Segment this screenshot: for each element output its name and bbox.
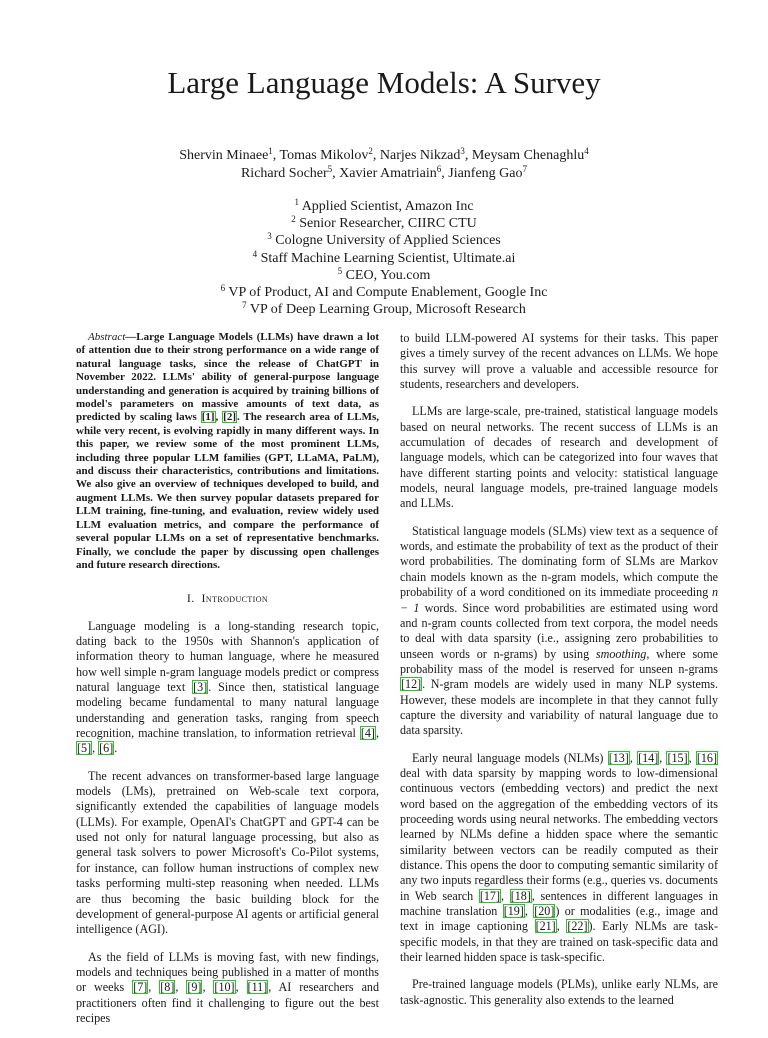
- paragraph: [400, 751, 718, 966]
- paragraph: [76, 950, 379, 1027]
- author-list: [0, 147, 768, 183]
- citation-link[interactable]: [21]: [535, 919, 556, 934]
- paragraph: [400, 524, 718, 739]
- left-column: [76, 331, 379, 1038]
- citation-link[interactable]: [18]: [510, 888, 531, 903]
- paragraph: Pre-trained language models (PLMs), unlike early NLMs, are task-agnostic. This generality also extends to the learned: [400, 977, 718, 1007]
- citation-link[interactable]: [4]: [360, 726, 375, 741]
- affil-marker: 3: [267, 231, 272, 242]
- author-affil-marker: 7: [522, 164, 528, 174]
- math-expression: n − 1: [400, 585, 718, 615]
- paragraph: The recent advances on transformer-based large language models (LMs), pretrained on Web-scale text corpora, significantly extended the capabilities of language models (LLMs). For example, OpenAI's ChatGPT and GPT-4 can be used not only for natural language processing, but also as general task solvers to power Microsoft's Co-Pilot systems, for instance, can follow human instructions of complex new tasks performing multi-step reasoning when needed. LLMs are thus becoming the basic building block for the development of general-purpose AI agents or artificial general intelligence (AGI).: [76, 768, 379, 937]
- paragraph-text: , sentences in different languages in machine translation: [400, 888, 718, 919]
- paragraph-text: ). Early NLMs are task-specific models, in that they are trained on task-specific data and their learned hidden space is task-specific.: [400, 919, 718, 965]
- author-affil-marker: 2: [368, 146, 373, 156]
- author-name: Richard Socher: [240, 166, 328, 181]
- abstract: [76, 331, 379, 572]
- author-line-2: [0, 165, 768, 183]
- affil-marker: 6: [220, 283, 226, 294]
- paragraph-text: . N-gram models are widely used in many NLP systems. However, these models are incomplete in that they cannot fully capture the diversity and variability of natural language due to data sparsity.: [400, 677, 718, 738]
- author-line-1: [0, 147, 768, 165]
- affil-marker: 7: [242, 300, 247, 311]
- separator: ,: [148, 980, 160, 995]
- author-name: Narjes Nikzad: [379, 148, 461, 163]
- citation-link[interactable]: [20]: [534, 904, 555, 919]
- citation-link[interactable]: [16]: [696, 750, 718, 765]
- citation-link[interactable]: [14]: [638, 750, 659, 765]
- paragraph-text: Early neural language models (NLMs): [412, 750, 608, 765]
- paragraph-text: , AI researchers and practitioners often find it challenging to figure out the best recipes: [76, 980, 380, 1025]
- affil-text: VP of Product, AI and Compute Enablement, Google Inc: [228, 285, 548, 301]
- author-affil-marker: 4: [584, 146, 589, 156]
- citation-link[interactable]: [3]: [193, 680, 208, 695]
- paragraph-text: Language modeling is a long-standing research topic, dating back to the 1950s with Shannon's application of information theory to human language, where he measured how well simple n-gram language models predict or compress natural language text: [76, 618, 379, 695]
- abstract-text: . The research area of LLMs, while very recent, is evolving rapidly in many different ways. In this paper, we review some of the most prominent LLMs, including three popular LLM families (GPT, LLaMA, PaLM), and discuss their characteristics, contributions and limitations. We also give an overview of techniques developed to build, and augment LLMs. We then survey popular datasets prepared for LLM training, fine-tuning, and evaluation, review widely used LLM evaluation metrics, and compare the performance of several popular LLMs on a set of representative benchmarks. Finally, we conclude the paper by discussing open challenges and future research directions.: [76, 411, 379, 571]
- separator: ,: [629, 750, 638, 765]
- author-affil-marker: 5: [327, 164, 333, 174]
- citation-link[interactable]: [19]: [503, 904, 524, 919]
- affil-text: CEO, You.com: [345, 267, 431, 283]
- author-name: Meysam Chenaghlu: [471, 148, 585, 163]
- affil-text: Staff Machine Learning Scientist, Ultimate.ai: [260, 250, 516, 266]
- citation-link[interactable]: [6]: [99, 741, 114, 756]
- affiliation: [0, 215, 768, 232]
- affiliation: [0, 198, 768, 215]
- separator: ,: [688, 750, 696, 765]
- separator: .: [114, 741, 118, 756]
- citation-link[interactable]: [8]: [160, 980, 175, 995]
- citation-link[interactable]: [5]: [77, 741, 92, 756]
- affiliation: [0, 232, 768, 249]
- right-column: [400, 331, 718, 1020]
- author-affil-marker: 6: [436, 164, 442, 174]
- author-name: Jianfeng Gao: [448, 166, 523, 181]
- citation-link[interactable]: [17]: [479, 888, 501, 903]
- paragraph: [76, 619, 379, 757]
- paper-title: Large Language Models: A Survey: [167, 65, 601, 100]
- paragraph-text: ) or modalities (e.g., image and text in image captioning: [400, 904, 719, 934]
- affiliation: [0, 284, 768, 301]
- citation-link[interactable]: [11]: [247, 980, 268, 995]
- citation-link[interactable]: [12]: [401, 677, 422, 692]
- separator: ,: [272, 148, 280, 163]
- separator: ,: [375, 726, 379, 741]
- author-name: Xavier Amatriain: [339, 166, 437, 181]
- citation-link[interactable]: [9]: [187, 980, 202, 995]
- affil-marker: 5: [337, 265, 343, 276]
- paragraph-text: Statistical language models (SLMs) view text as a sequence of words, and estimate the probability of text as the product of their word probabilities. The dominating form of SLMs are Markov chain models known as the n-gram models, which compute the probability of a word conditioned on its immediate proceeding: [400, 523, 718, 600]
- separator: ,: [441, 166, 449, 181]
- separator: ,: [235, 980, 247, 995]
- author-name: Tomas Mikolov: [279, 148, 369, 163]
- separator: ,: [501, 888, 510, 903]
- affiliation: [0, 267, 768, 284]
- citation-link[interactable]: [10]: [214, 980, 235, 995]
- citation-link[interactable]: [13]: [608, 750, 629, 765]
- author-name: Shervin Minaee: [179, 148, 269, 163]
- separator: ,: [202, 980, 214, 995]
- affil-marker: 2: [291, 214, 296, 225]
- section-heading: [76, 591, 379, 606]
- author-affil-marker: 1: [268, 146, 273, 156]
- citation-link[interactable]: [2]: [223, 411, 236, 424]
- affiliation-list: [0, 198, 768, 318]
- separator: ,: [215, 411, 223, 424]
- affil-text: Cologne University of Applied Sciences: [275, 233, 501, 249]
- citation-link[interactable]: [1]: [201, 411, 215, 424]
- affil-marker: 1: [294, 197, 299, 207]
- citation-link[interactable]: [15]: [667, 750, 688, 765]
- separator: ,: [92, 741, 99, 756]
- affil-text: Senior Researcher, CIIRC CTU: [299, 216, 477, 232]
- citation-link[interactable]: [22]: [567, 919, 588, 934]
- separator: ,: [332, 166, 340, 181]
- paragraph-text: , where some probability mass of the model is reserved for unseen n-grams: [400, 646, 718, 676]
- separator: ,: [372, 148, 380, 163]
- separator: ,: [556, 919, 567, 934]
- paragraph: LLMs are large-scale, pre-trained, statistical language models based on neural networks. The recent success of LLMs is an accumulation of decades of research and development of language models, which can be categorized into four waves that have different starting points and velocity: statistical language models, neural language models, pre-trained language models and LLMs.: [400, 404, 718, 511]
- affil-text: Applied Scientist, Amazon Inc: [301, 199, 474, 214]
- emphasis: smoothing: [595, 646, 647, 661]
- separator: ,: [464, 148, 472, 163]
- affil-marker: 4: [252, 248, 258, 259]
- paragraph-text: . Since then, statistical language modeling became fundamental to many natural language understanding and generation tasks, ranging from speech recognition, machine translation, to information retrieval: [76, 680, 379, 741]
- abstract-dash: —: [125, 331, 137, 343]
- affil-text: VP of Deep Learning Group, Microsoft Research: [249, 302, 526, 318]
- citation-link[interactable]: [7]: [133, 980, 148, 995]
- separator: ,: [524, 904, 534, 919]
- abstract-label: Abstract: [88, 331, 126, 343]
- section-title: Introduction: [201, 591, 269, 606]
- separator: ,: [659, 750, 667, 765]
- paragraph-text: words. Since word probabilities are estimated using word and n-gram counts collected from text corpora, the model needs to deal with data sparsity (i.e., assigning zero probabilities to unseen words or n-grams) by using: [400, 600, 719, 661]
- paragraph-text: deal with data sparsity by mapping words to low-dimensional continuous vectors (embedding vectors) and predict the next word based on the aggregation of the embedding vectors of its proceeding words using neural networks. The embedding vectors learned by NLMs define a hidden space where the semantic similarity between vectors can be readily computed as their distance. This opens the door to computing semantic similarity of any two inputs regardless their forms (e.g., queries vs. documents in Web search: [400, 765, 718, 903]
- affiliation: [0, 250, 768, 267]
- abstract-text: Large Language Models (LLMs) have drawn a lot of attention due to their strong performance on a wide range of natural language tasks, since the release of ChatGPT in November 2022. LLMs' ability of general-purpose language understanding and generation is acquired by training billions of model's parameters on massive amounts of text data, as predicted by scaling laws: [76, 331, 379, 424]
- affiliation: [0, 301, 768, 318]
- separator: ,: [175, 980, 187, 995]
- paragraph-text: As the field of LLMs is moving fast, with new findings, models and techniques being published in a matter of months or weeks: [76, 949, 379, 995]
- paragraph: to build LLM-powered AI systems for their tasks. This paper gives a timely survey of the recent advances on LLMs. We hope this survey will prove a valuable and accessible resource for students, researchers and developers.: [400, 331, 718, 392]
- author-affil-marker: 3: [460, 146, 465, 156]
- section-number: I.: [186, 591, 195, 606]
